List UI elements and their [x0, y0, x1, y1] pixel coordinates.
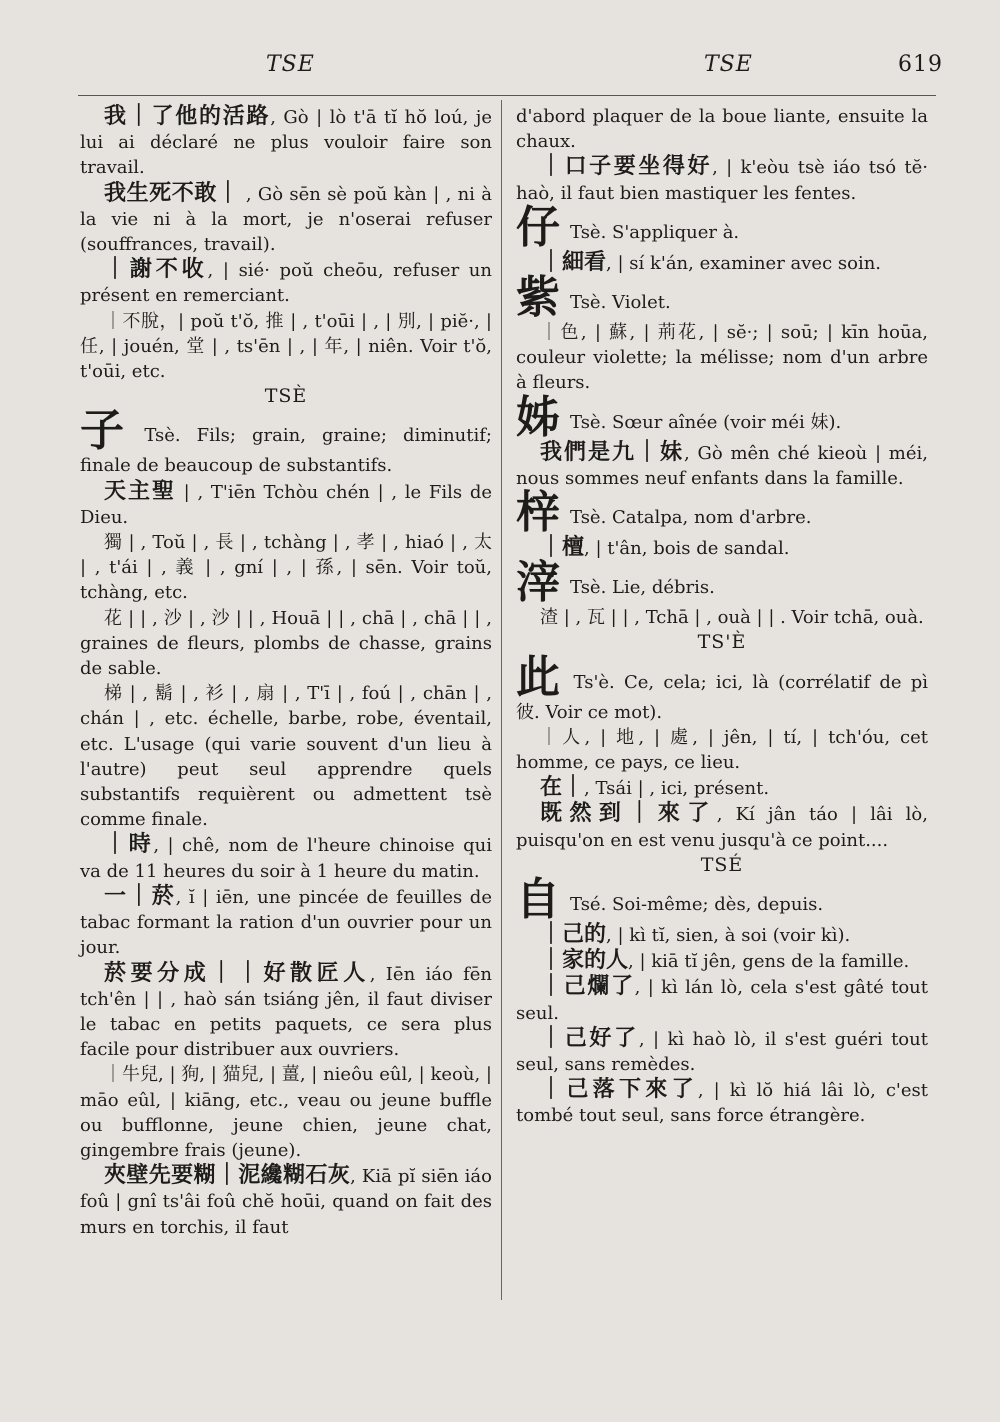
entry: 獨 | , Toŭ | , 長 | , tchàng | , 孝 | , hiaó | , 太 | , t'ái | , 義 | , gní | , | 孫, | sēn. Voir toŭ, tchàng, etc.	[80, 532, 492, 604]
entry-text: Tsè. Violet.	[570, 292, 671, 314]
entry: ｜色, | 蘇, | 荊花, | sĕ·; | soū; | kīn hoūa, couleur violette; la mélisse; nom d'un arbre à fleurs.	[516, 322, 928, 394]
section-heading: TS'È	[697, 631, 747, 654]
entry-text: | , T'iēn Tchòu chén | , le Fils de Dieu.	[80, 481, 492, 528]
entry	[516, 201, 928, 253]
entry-headword: ｜時	[104, 831, 154, 858]
entry	[80, 405, 492, 478]
entry	[516, 557, 928, 609]
entry-text: , | k'eòu tsè iáo tsó tĕ· haò, il faut bien mastiquer les fentes.	[516, 157, 928, 204]
entry-headword: 在｜	[540, 774, 585, 801]
entry	[516, 535, 928, 561]
entry-headword: 菸要分成｜｜好散匠人	[104, 959, 370, 986]
entry-text: , | t'ân, bois de sandal.	[584, 538, 790, 560]
entry: ｜牛兒, | 狗, | 猫兒, | 薑, | nieôu eûl, | keoù, | māo eûl, | kiāng, etc., veau ou jeune buffle ou bufflonne, jeune chien, jeune chat, gingembre frais (jeune).	[80, 1064, 492, 1161]
entry: 我｜了他的活路, Gò | lò t'ā tĭ hŏ loú, je lui ai déclaré ne plus vouloir faire son travail.	[80, 103, 492, 179]
entry: 我生死不敢｜ , Gò sēn sè poŭ kàn | , ni à la vie ni à la mort, je n'oserai refuser (souffrances, travail).	[80, 179, 492, 256]
entry-text: , Iēn iáo fēn tch'ên | | , haò sán tsiáng jên, il faut diviser le tabac en petits paquets, ce sera plus facile pour distribuer aux ouvriers.	[80, 963, 492, 1061]
section-heading: TSÉ	[700, 853, 744, 876]
entry-text: Tsè. Fils; grain, graine; diminutif; finale de beaucoup de substantifs.	[80, 425, 492, 477]
entry-text: , Kiā pĭ siēn iáo foû | gnî ts'âi foû chĕ hoūi, quand on fait des murs en torchis, il faut	[80, 1166, 492, 1238]
entry-headword: 一｜菸	[104, 882, 176, 909]
entry-text: , | kì haò lò, il s'est guéri tout seul, sans remèdes.	[516, 1028, 928, 1076]
entry-headword: ｜己好了	[540, 1024, 639, 1051]
entry: ｜謝不收, | sié· poŭ cheōu, refuser un présent en remerciant.	[80, 256, 492, 307]
entry	[516, 440, 928, 491]
entry-text: Tsè. S'appliquer à.	[570, 221, 740, 243]
entry: 花 | | , 沙 | , 沙 | | , Houā | | , chā | , chā | | , graines de fleurs, plombs de chasse, grains de sable.	[80, 607, 492, 680]
head-character: 姊	[516, 391, 560, 443]
entry	[516, 974, 928, 1025]
entry	[516, 391, 928, 443]
entry	[516, 922, 928, 948]
entry-headword: 既然到｜來了	[540, 800, 717, 827]
entry: 渣 | , 瓦 | | , Tchā | , ouà | | . Voir tchā, ouà.	[540, 607, 924, 629]
left-column	[80, 104, 492, 1240]
entry-text: , ĭ | iēn, une pincée de feuilles de tabac formant la ration d'un ouvrier pour un jour.	[80, 886, 492, 959]
entry-headword: 我們是九｜妹	[540, 438, 685, 465]
entry-text: Tsé. Soi-même; dès, depuis.	[570, 894, 824, 916]
entry-text: Tsè. Lie, débris.	[570, 577, 715, 599]
entry-headword: 我生死不敢｜	[104, 179, 240, 206]
entry	[80, 479, 492, 530]
entry	[516, 1026, 928, 1077]
entry	[516, 801, 928, 852]
entry-headword: 夾壁先要糊｜泥纔糊石灰	[104, 1162, 351, 1189]
entry-text: , Tsái | , ici, présent.	[584, 778, 770, 800]
head-character: 仔	[516, 201, 560, 253]
entry	[516, 874, 928, 926]
header-rule	[78, 95, 936, 96]
entry	[516, 272, 928, 324]
entry-headword: ｜檀	[540, 534, 585, 561]
entry-text: , Kí jân táo | lâi lò, puisqu'on en est venu jusqu'à ce point....	[516, 804, 928, 851]
entry	[80, 961, 492, 1063]
entry	[516, 948, 928, 974]
entry-text: Ts'è. Ce, cela; ici, là (corrélatif de pì 彼. Voir ce mot).	[516, 671, 928, 723]
entry-text: Gò sēn sè poŭ kàn | , ni à la vie ni à la mort, je n'oserai refuser (souffrances, travail).	[80, 183, 492, 256]
entry-text: , Gò mên ché kieoù | méi, nous sommes neuf enfants dans la famille.	[516, 442, 928, 489]
entry-text: , | chê, nom de l'heure chinoise qui va de 11 heures du soir à 1 heure du matin.	[80, 835, 492, 882]
head-character: 子	[80, 405, 135, 457]
section-heading: TSÈ	[264, 385, 308, 408]
entry-headword: ｜口子要坐得好	[540, 153, 713, 180]
entry-text: , | kì tĭ, sien, à soi (voir kì).	[606, 925, 851, 947]
running-head-left: TSE	[266, 52, 315, 77]
head-character: 滓	[516, 557, 560, 609]
entry	[516, 250, 928, 276]
entry-headword: ｜家的人	[540, 947, 629, 974]
entry-headword: 我｜了他的活路	[104, 103, 271, 129]
entry-headword: ｜己的	[540, 921, 607, 948]
head-character: 自	[516, 874, 560, 926]
head-character: 紫	[516, 272, 560, 324]
page-number: 619	[898, 52, 943, 77]
entry	[516, 651, 928, 725]
entry-headword: 天主聖	[104, 477, 176, 504]
running-head-right: TSE	[704, 52, 753, 77]
entry: 梯 | , 鬍 | , 衫 | , 扇 | , T'ī | , foú | , chān | , chán | , etc. échelle, barbe, robe, éventail, etc. L'usage (qui varie souvent d'un lieu à l'autre) peut seul apprendre quels substantifs requièrent ou admettent tsè comme finale.	[80, 683, 492, 831]
entry	[80, 884, 492, 961]
right-column	[516, 104, 928, 1129]
column-divider	[501, 100, 502, 1300]
entry	[80, 832, 492, 883]
entry-text: Gò | lò t'ā tĭ hŏ loú, je lui ai déclaré ne plus vouloir faire son travail.	[80, 107, 492, 179]
entry: ｜人, | 地, | 處, | jên, | tí, | tch'óu, cet homme, ce pays, ce lieu.	[516, 726, 928, 774]
entry-text: , | sí k'án, examiner avec soin.	[606, 252, 882, 274]
entry	[516, 1077, 928, 1128]
entry-text: , | kiā tĭ jên, gens de la famille.	[628, 951, 910, 973]
entry-text: | sié· poŭ cheōu, refuser un présent en remerciant.	[80, 260, 492, 307]
head-character: 此	[516, 651, 564, 703]
entry-headword: ｜己爛了	[540, 973, 635, 1000]
entry: ｜不脫，| poŭ t'ŏ, 推 | , t'oūi | , | 別, | piĕ·, | 任, | jouén, 堂 | , ts'ēn | , | 年, | niên. Voir t'ŏ, t'oūi, etc.	[80, 310, 492, 383]
entry	[516, 775, 928, 801]
entry-headword: ｜細看	[540, 248, 607, 275]
entry-headword: ｜己落下來了	[540, 1076, 698, 1103]
entry-text: , | kì lŏ hiá lâi lò, c'est tombé tout seul, sans force étrangère.	[516, 1080, 928, 1127]
entry	[80, 1163, 492, 1240]
entry	[516, 487, 928, 539]
entry-text: , | kì lán lò, cela s'est gâté tout seul.	[516, 977, 928, 1024]
entry-continuation: d'abord plaquer de la boue liante, ensuite la chaux.	[516, 106, 928, 153]
entry-headword: ｜謝不收	[104, 256, 208, 283]
entry-text: Tsè. Catalpa, nom d'arbre.	[570, 507, 812, 529]
entry	[516, 154, 928, 205]
entry-text: Tsè. Sœur aînée (voir méi 妹).	[570, 411, 842, 433]
head-character: 梓	[516, 487, 560, 539]
